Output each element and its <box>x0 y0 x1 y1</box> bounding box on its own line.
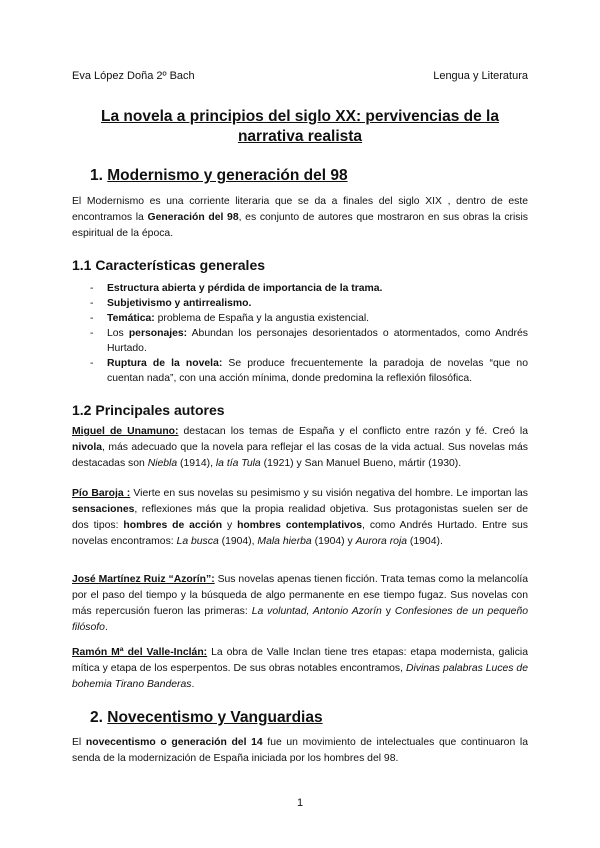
bold-term: sensaciones <box>72 504 135 515</box>
item-text: Se produce frecuentemente la paradoja de novelas “que no cuentan nada”, con una acción mínima, donde predomina la reflexión filosófica. <box>107 358 528 384</box>
text: , más adecuado que la novela para reflejar el las cosas de la vida actual. Sus novelas más destacadas son <box>72 442 528 469</box>
item-text: Estructura abierta y pérdida de importancia de la trama. <box>107 283 383 294</box>
author-valle-inclan <box>72 645 528 693</box>
item-text: Subjetivismo y antirrealismo. <box>107 298 252 309</box>
item-label: Temática: <box>107 313 155 324</box>
text: y <box>381 606 395 617</box>
text: El Modernismo es una corriente literaria que se da a finales del siglo XIX , dentro de este encontramos la <box>72 196 528 223</box>
bold-term: nivola <box>72 442 103 453</box>
section-2-title: Novecentismo y Vanguardias <box>107 709 323 726</box>
text: (1904), <box>218 536 258 547</box>
list-item <box>72 281 528 296</box>
work-title: Aurora roja <box>355 536 408 547</box>
text: fue un movimiento de intelectuales que continuaron la senda de la modernización de España iniciada por los hombres del 98. <box>72 737 528 764</box>
item-text: problema de España y la angustia existencial. <box>154 313 370 324</box>
author-name: Pío Baroja : <box>72 488 131 499</box>
section-2-heading <box>90 709 323 727</box>
work-title: la tía Tula <box>215 458 261 469</box>
work-title: La busca <box>176 536 219 547</box>
list-item <box>72 311 528 326</box>
work-title: Niebla <box>147 458 178 469</box>
section-2-number: 2. <box>90 709 103 726</box>
section-1-title: Modernismo y generación del 98 <box>107 167 348 184</box>
item-label: Ruptura de la novela: <box>107 358 223 369</box>
item-text: Los <box>107 328 129 339</box>
text: (1904) y <box>311 536 356 547</box>
author-name: Miguel de Unamuno: <box>72 426 179 437</box>
bold-term: Generación del 98 <box>147 212 239 223</box>
section-1-1-heading: 1.1 Características generales <box>72 257 266 273</box>
text: El <box>72 737 86 748</box>
section-1-paragraph <box>72 194 528 242</box>
text: La obra de Valle Inclan tiene tres etapas: etapa modernista, galicia mítica y etapa de los esperpentos. De sus obras notables encontramos, <box>72 647 528 674</box>
item-text: Abundan los personajes desorientados o atormentados, como Andrés Hurtado. <box>107 328 528 354</box>
characteristics-list <box>72 281 528 386</box>
section-1-number: 1. <box>90 167 103 184</box>
text: , es conjunto de autores que mostraron en sus obras la crisis espiritual de la época. <box>72 212 528 239</box>
text: (1921) y San Manuel Bueno, mártir (1930). <box>260 458 462 469</box>
work-title: Divinas palabras Luces de bohemia Tirano Banderas <box>72 663 528 690</box>
author-unamuno <box>72 424 528 472</box>
author-name: José Martínez Ruiz “Azorín”: <box>72 574 215 585</box>
bold-term: novecentismo o generación del 14 <box>85 737 263 748</box>
text: (1904). <box>407 536 443 547</box>
author-baroja <box>72 486 528 550</box>
text: Vierte en sus novelas su pesimismo y su visión negativa del hombre. Le importan las <box>130 488 528 499</box>
list-item <box>72 296 528 311</box>
page-number: 1 <box>296 797 304 809</box>
bold-term: hombres contemplativos <box>237 520 363 531</box>
text: . <box>191 679 195 690</box>
text: destacan los temas de España y el conflicto entre razón y fé. Creó la <box>178 426 528 437</box>
section-2-paragraph <box>72 735 528 767</box>
item-label: personajes: <box>128 328 188 339</box>
list-item <box>72 356 528 386</box>
section-1-2-heading: 1.2 Principales autores <box>72 402 225 418</box>
text: (1914), <box>177 458 216 469</box>
bold-term: hombres de acción <box>123 520 223 531</box>
author-name: Ramón Mª del Valle-Inclán: <box>72 647 208 658</box>
header-author: Eva López Doña 2º Bach <box>72 70 195 82</box>
text: Sus novelas apenas tienen ficción. Trata temas como la melancolía por el paso del tiempo y la búsqueda de algo permanente en ese tiempo fugaz. Sus novelas con más repercusión fueron las primeras: <box>72 574 528 617</box>
document-title: La novela a principios del siglo XX: pervivencias de la narrativa realista <box>101 108 499 145</box>
text: . <box>104 622 108 633</box>
work-title: Mala hierba <box>257 536 312 547</box>
author-azorin <box>72 572 528 636</box>
text: , como Andrés Hurtado. Entre sus novelas encontramos: <box>72 520 528 547</box>
work-title: La voluntad, Antonio Azorín <box>251 606 382 617</box>
text: , reflexiones más que la propia realidad objetiva. Sus protagonistas suelen ser de dos tipos: <box>72 504 528 531</box>
work-title: Confesiones de un pequeño filósofo <box>72 606 528 633</box>
header-subject: Lengua y Literatura <box>433 70 528 82</box>
list-item <box>72 326 528 356</box>
text: y <box>222 520 238 531</box>
section-1-heading <box>90 167 348 185</box>
